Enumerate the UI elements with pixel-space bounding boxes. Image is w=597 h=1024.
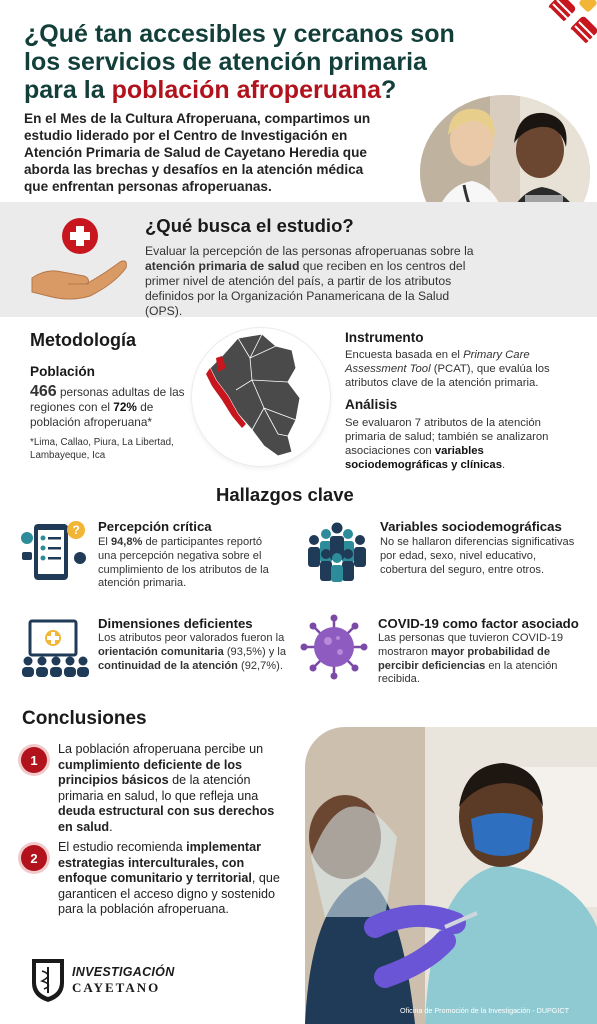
finding-3-title: Dimensiones deficientes <box>98 616 253 631</box>
population-title: Población <box>30 364 95 379</box>
analysis-title: Análisis <box>345 397 398 412</box>
conclusion-2-number: 2 <box>21 845 47 871</box>
cayetano-shield-icon <box>30 955 66 1003</box>
finding-2-text: No se hallaron diferencias significativas por edad, sexo, nivel educativo, cobertura del seguro, entre otros. <box>380 536 575 576</box>
population-text: 466 personas adultas de las regiones con el 72% de población afroperuana* <box>30 383 185 429</box>
finding-2-title: Variables sociodemográficas <box>380 519 562 534</box>
instrument-text: Encuesta basada en el Primary Care Assessment Tool (PCAT), que evalúa los atributos clave de la atención primaria. <box>345 349 550 389</box>
conclusion-2-text: El estudio recomienda implementar estrategias interculturales, con enfoque comunitario y territorial, que garanticen el acceso digno y sostenido para la población afroperuana. <box>58 840 280 917</box>
peru-map <box>192 328 330 466</box>
study-goal-title: ¿Qué busca el estudio? <box>145 215 354 236</box>
logo-line-1: INVESTIGACIÓN <box>72 965 175 979</box>
instrument-title: Instrumento <box>345 330 424 345</box>
population-regions-note: *Lima, Callao, Piura, La Libertad, Lambayeque, Ica <box>30 437 174 461</box>
conclusion-1-number: 1 <box>21 747 47 773</box>
investigacion-cayetano-logo <box>30 955 180 1005</box>
analysis-text: Se evaluaron 7 atributos de la atención primaria de salud; también se analizaron asociaciones con variables sociodemográficas y clínicas. <box>345 417 549 471</box>
finding-4-text: Las personas que tuvieron COVID-19 mostraron mayor probabilidad de percibir deficiencias en la atención recibida. <box>378 632 563 686</box>
logo-line-2: CAYETANO <box>72 980 161 995</box>
hand-with-medical-cross-icon <box>28 214 130 304</box>
svg-text:?: ? <box>72 523 80 537</box>
page-title: ¿Qué tan accesibles y cercanos son los servicios de atención primaria para la población afroperuana? <box>24 20 455 104</box>
methodology-title: Metodología <box>30 330 136 350</box>
study-goal-text: Evaluar la percepción de las personas afroperuanas sobre la atención primaria de salud que reciben en los centros del primer nivel de atención del país, a partir de los atributos definidos por la Organización Panamericana de la Salud (OPS). <box>145 244 474 318</box>
corner-stripes-decoration <box>547 0 597 48</box>
vaccination-photo <box>305 727 597 1024</box>
conclusions-title: Conclusiones <box>22 708 147 729</box>
survey-checklist-icon <box>20 518 92 584</box>
population-count: 466 <box>30 383 57 400</box>
footer-credit: Oficina de Promoción de la Investigación - DUPGICT <box>400 1006 569 1015</box>
finding-4-title: COVID-19 como factor asociado <box>378 616 579 631</box>
community-presentation-icon <box>20 617 90 679</box>
finding-1-text: El 94,8% de participantes reportó una percepción negativa sobre el cumplimiento de los atributos de la atención primaria. <box>98 536 269 590</box>
finding-1-title: Percepción crítica <box>98 519 212 534</box>
conclusion-1-text: La población afroperuana percibe un cumplimiento deficiente de los principios básicos de la atención primaria en salud, lo que refleja una deuda estructural con sus derechos en salud. <box>58 742 275 834</box>
virus-icon <box>300 614 368 680</box>
title-highlight: población afroperuana <box>111 76 382 104</box>
group-people-icon <box>304 520 370 582</box>
intro-paragraph: En el Mes de la Cultura Afroperuana, compartimos un estudio liderado por el Centro de Investigación en Atención Primaria de Salud de Cayetano Heredia que aborda las brechas y desafíos en la atención médica que enfrentan personas afroperuanas. <box>24 111 371 194</box>
findings-title: Hallazgos clave <box>216 484 354 505</box>
finding-3-text: Los atributos peor valorados fueron la orientación comunitaria (93,5%) y la continuidad de la atención (92,7%). <box>98 632 287 672</box>
